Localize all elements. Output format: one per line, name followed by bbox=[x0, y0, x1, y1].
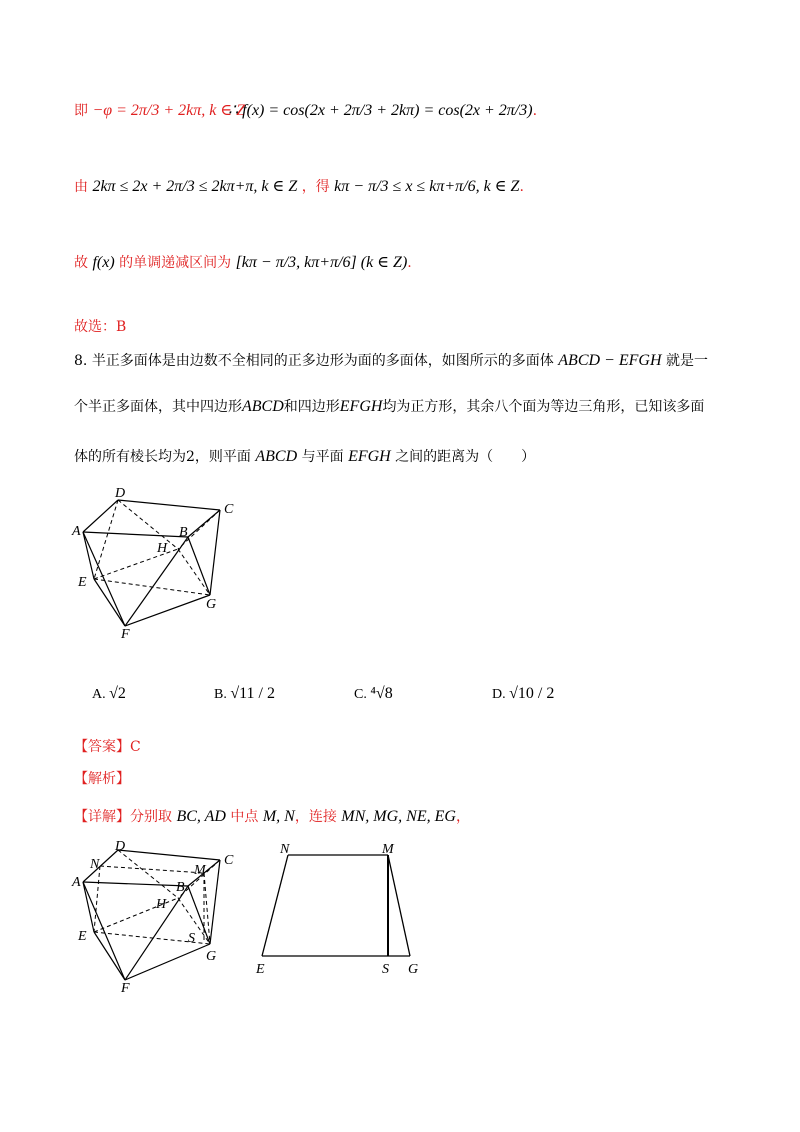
vertex-label-H: H bbox=[157, 541, 168, 556]
inequality: 2kπ ≤ 2x + 2π/3 ≤ 2kπ+π, k ∈ Z bbox=[92, 178, 298, 195]
option-A[interactable]: A. √2 bbox=[92, 685, 126, 702]
vertex-label-G: G bbox=[206, 597, 217, 612]
vertex2-label-A: A bbox=[72, 875, 81, 890]
question-line-3: 体的所有棱长均为2，则平面 ABCD 与平面 EFGH 之间的距离为（ ） bbox=[74, 448, 536, 465]
question-line-2: 个半正多面体，其中四边形ABCD和四边形EFGH均为正方形，其余八个面为等边三角形，已知该多面 bbox=[74, 398, 705, 415]
polyhedron-figure-2 bbox=[70, 839, 250, 996]
vertex2-label-S: S bbox=[188, 931, 195, 946]
solution-line-3: 故 f(x) 的单调递减区间为 [kπ − π/3, kπ+π/6] (k ∈ Z). bbox=[74, 254, 412, 271]
vertex-label-C: C bbox=[224, 502, 234, 517]
vertex2-label-M: M bbox=[194, 863, 206, 878]
vertex-label-F: F bbox=[121, 627, 130, 642]
x-range: kπ − π/3 ≤ x ≤ kπ+π/6, k ∈ Z bbox=[334, 178, 520, 195]
vertex-label-D: D bbox=[115, 486, 126, 501]
vertex2-label-N: N bbox=[90, 857, 100, 872]
polyhedron-figure bbox=[70, 485, 250, 642]
vertex2-label-H: H bbox=[156, 897, 167, 912]
answer-line: 【答案】C bbox=[74, 739, 141, 755]
vertex-label-B: B bbox=[179, 525, 188, 540]
vertex2-label-E: E bbox=[78, 929, 87, 944]
detail-line: 【详解】分别取 BC, AD 中点 M, N，连接 MN, MG, NE, EG， bbox=[74, 808, 470, 825]
vertex2-label-B: B bbox=[176, 880, 185, 895]
fx-cos-equation: ∴ f(x) = cos(2x + 2π/3 + 2kπ) = cos(2x + 2π/3). bbox=[228, 102, 538, 119]
trap-label-N: N bbox=[280, 842, 290, 857]
vertex2-label-C: C bbox=[224, 853, 234, 868]
decreasing-interval: [kπ − π/3, kπ+π/6] (k ∈ Z) bbox=[235, 254, 408, 271]
trapezoid-figure bbox=[250, 840, 430, 975]
vertex2-label-G: G bbox=[206, 949, 217, 964]
option-C[interactable]: C. ⁴√8 bbox=[354, 685, 393, 702]
question-line-1: 8. 半正多面体是由边数不全相同的正多边形为面的多面体，如图所示的多面体 ABCD − EFGH 就是一 bbox=[74, 352, 708, 369]
vertex2-label-F: F bbox=[121, 981, 130, 996]
option-B[interactable]: B. √11 / 2 bbox=[214, 685, 275, 702]
trap-label-S: S bbox=[382, 962, 389, 977]
analysis-heading: 【解析】 bbox=[74, 771, 130, 787]
trap-label-G: G bbox=[408, 962, 419, 977]
vertex-label-A: A bbox=[72, 524, 81, 539]
solution-line-1: 即 −φ = 2π/3 + 2kπ, k ∈ Z bbox=[74, 102, 246, 119]
option-D[interactable]: D. √10 / 2 bbox=[492, 685, 555, 702]
phi-equation: −φ = 2π/3 + 2kπ, k ∈ Z bbox=[92, 102, 246, 119]
vertex-label-E: E bbox=[78, 575, 87, 590]
trap-label-M: M bbox=[382, 842, 394, 857]
vertex2-label-D: D bbox=[115, 839, 126, 854]
trap-label-E: E bbox=[256, 962, 265, 977]
choice-line: 故选：B bbox=[74, 319, 127, 335]
solution-line-2: 由 2kπ ≤ 2x + 2π/3 ≤ 2kπ+π, k ∈ Z ，得 kπ − π/3 ≤ x ≤ kπ+π/6, k ∈ Z. bbox=[74, 178, 524, 195]
